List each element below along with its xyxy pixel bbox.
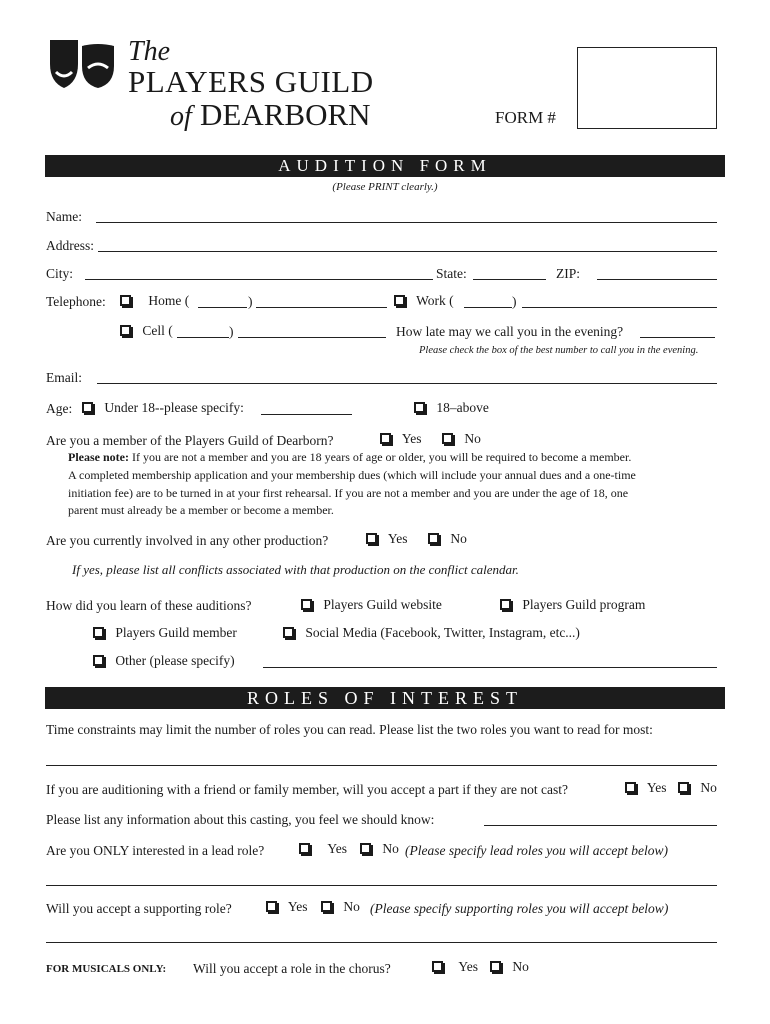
learn-other-label: Other (please specify) — [115, 653, 235, 668]
chorus-no-option[interactable] — [490, 959, 529, 975]
cell-area-code-field[interactable] — [177, 337, 229, 338]
lead-yes-label: Yes — [327, 841, 348, 856]
logo-players-guild: PLAYERS GUILD — [128, 64, 374, 99]
membership-note-line3: initiation fee) are to be turned in at your first rehearsal. If you are not a member and you are under the age of 18, one — [68, 486, 629, 500]
above18-checkbox[interactable] — [414, 402, 425, 413]
under18-checkbox[interactable] — [82, 402, 93, 413]
friend-question: If you are auditioning with a friend or family member, will you accept a part if they are not cast? — [46, 782, 569, 797]
cell-checkbox[interactable] — [120, 325, 131, 336]
home-phone-option[interactable] — [120, 293, 189, 309]
work-checkbox[interactable] — [394, 295, 405, 306]
lead-no-option[interactable] — [360, 841, 399, 857]
production-yes-label: Yes — [387, 531, 408, 546]
friend-no-option[interactable] — [678, 780, 717, 796]
learn-program-option[interactable] — [500, 597, 645, 613]
friend-yes-option[interactable] — [625, 780, 667, 796]
print-note: (Please PRINT clearly.) — [332, 181, 438, 193]
theatre-masks-icon — [48, 38, 128, 90]
chorus-no-checkbox[interactable] — [490, 961, 501, 972]
learn-website-option[interactable] — [301, 597, 442, 613]
info-field[interactable] — [484, 825, 717, 826]
under18-label: Under 18--please specify: — [104, 400, 244, 415]
lead-yes-option[interactable] — [299, 841, 347, 857]
support-yes-label: Yes — [287, 899, 308, 914]
membership-note-line2: A completed membership application and your membership dues (which will include your annual dues and a one-time — [68, 468, 636, 482]
lead-note: (Please specify lead roles you will accept below) — [405, 843, 669, 858]
age-label: Age: — [46, 401, 73, 416]
learn-other-field[interactable] — [263, 667, 717, 668]
city-field[interactable] — [85, 279, 433, 280]
info-question: Please list any information about this casting, you feel we should know: — [46, 812, 435, 827]
address-label: Address: — [46, 238, 94, 253]
friend-no-checkbox[interactable] — [678, 782, 689, 793]
cell-phone-field[interactable] — [238, 337, 386, 338]
learn-member-option[interactable] — [93, 625, 237, 641]
zip-field[interactable] — [597, 279, 717, 280]
support-no-label: No — [343, 899, 360, 914]
membership-no-checkbox[interactable] — [442, 433, 453, 444]
support-no-checkbox[interactable] — [321, 901, 332, 912]
chorus-question: Will you accept a role in the chorus? — [193, 961, 391, 976]
support-roles-field[interactable] — [46, 942, 717, 943]
work-paren: ) — [512, 294, 517, 309]
logo-of: of — [170, 101, 192, 132]
time-constraints-text: Time constraints may limit the number of roles you can read. Please list the two roles you want to read for most: — [46, 722, 653, 737]
check-box-note: Please check the box of the best number to call you in the evening. — [419, 345, 699, 356]
chorus-yes-checkbox[interactable] — [432, 961, 443, 972]
support-yes-option[interactable] — [266, 899, 308, 915]
email-field[interactable] — [97, 383, 717, 384]
audition-form-header: AUDITION FORM — [45, 155, 725, 177]
support-yes-checkbox[interactable] — [266, 901, 277, 912]
production-no-label: No — [450, 531, 467, 546]
production-no-checkbox[interactable] — [428, 533, 439, 544]
learn-website-checkbox[interactable] — [301, 599, 312, 610]
roles-field[interactable] — [46, 765, 717, 766]
production-question: Are you currently involved in any other production? — [46, 533, 329, 548]
support-note: (Please specify supporting roles you will accept below) — [370, 901, 669, 916]
late-call-field[interactable] — [640, 337, 715, 338]
email-label: Email: — [46, 370, 82, 385]
lead-yes-checkbox[interactable] — [299, 843, 310, 854]
membership-note-line1 — [68, 448, 631, 466]
work-phone-option[interactable] — [394, 293, 454, 309]
cell-phone-option[interactable] — [120, 323, 173, 339]
membership-no-option[interactable] — [442, 431, 481, 447]
production-note: If yes, please list all conflicts associated with that production on the conflict calendar. — [72, 562, 519, 577]
production-yes-checkbox[interactable] — [366, 533, 377, 544]
form-number-box[interactable] — [577, 47, 717, 129]
support-no-option[interactable] — [321, 899, 360, 915]
city-label: City: — [46, 266, 74, 281]
membership-yes-checkbox[interactable] — [380, 433, 391, 444]
chorus-yes-option[interactable] — [432, 959, 478, 975]
logo-dearborn: DEARBORN — [200, 97, 371, 132]
learn-website-label: Players Guild website — [323, 597, 442, 612]
home-paren: ) — [248, 294, 253, 309]
under18-option[interactable] — [82, 400, 244, 416]
above18-option[interactable] — [414, 400, 489, 416]
lead-question: Are you ONLY interested in a lead role? — [46, 843, 265, 858]
support-question: Will you accept a supporting role? — [46, 901, 232, 916]
learn-other-checkbox[interactable] — [93, 655, 104, 666]
under18-age-field[interactable] — [261, 414, 352, 415]
lead-no-checkbox[interactable] — [360, 843, 371, 854]
name-label: Name: — [46, 209, 82, 224]
state-field[interactable] — [473, 279, 546, 280]
above18-label: 18–above — [436, 400, 489, 415]
chorus-yes-label: Yes — [458, 959, 479, 974]
home-phone-field[interactable] — [256, 307, 387, 308]
membership-yes-option[interactable] — [380, 431, 422, 447]
chorus-no-label: No — [512, 959, 529, 974]
friend-no-label: No — [700, 780, 717, 795]
membership-no-label: No — [464, 431, 481, 446]
address-field[interactable] — [98, 251, 717, 252]
friend-yes-label: Yes — [646, 780, 667, 795]
work-area-code-field[interactable] — [464, 307, 512, 308]
learn-member-label: Players Guild member — [115, 625, 237, 640]
friend-yes-checkbox[interactable] — [625, 782, 636, 793]
membership-note-label: Please note: — [68, 450, 129, 464]
membership-yes-label: Yes — [401, 431, 422, 446]
learn-member-checkbox[interactable] — [93, 627, 104, 638]
work-phone-field[interactable] — [522, 307, 717, 308]
home-area-code-field[interactable] — [198, 307, 247, 308]
form-number-label: FORM # — [495, 108, 556, 127]
learn-social-label: Social Media (Facebook, Twitter, Instagram, etc...) — [305, 625, 580, 640]
zip-label: ZIP: — [556, 266, 581, 281]
membership-note-text1: If you are not a member and you are 18 years of age or older, you will be required to become a member. — [128, 450, 632, 464]
lead-roles-field[interactable] — [46, 885, 717, 886]
home-label: Home ( — [148, 293, 190, 308]
learn-program-checkbox[interactable] — [500, 599, 511, 610]
learn-social-checkbox[interactable] — [283, 627, 294, 638]
learn-question: How did you learn of these auditions? — [46, 598, 252, 613]
name-field[interactable] — [96, 222, 717, 223]
cell-paren: ) — [229, 324, 234, 339]
lead-no-label: No — [382, 841, 399, 856]
learn-other-option[interactable] — [93, 653, 235, 669]
work-label: Work ( — [416, 293, 454, 308]
home-checkbox[interactable] — [120, 295, 131, 306]
late-call-label: How late may we call you in the evening? — [396, 324, 624, 339]
production-no-option[interactable] — [428, 531, 467, 547]
musicals-label: FOR MUSICALS ONLY: — [46, 963, 167, 975]
learn-program-label: Players Guild program — [522, 597, 646, 612]
production-yes-option[interactable] — [366, 531, 408, 547]
membership-note-line4: parent must already be a member or become a member. — [68, 503, 334, 517]
membership-question: Are you a member of the Players Guild of Dearborn? — [46, 433, 334, 448]
cell-label: Cell ( — [142, 323, 173, 338]
state-label: State: — [436, 266, 467, 281]
roles-header: ROLES OF INTEREST — [45, 687, 725, 709]
telephone-label: Telephone: — [46, 294, 106, 309]
logo-the: The — [128, 36, 170, 67]
learn-social-option[interactable] — [283, 625, 580, 641]
